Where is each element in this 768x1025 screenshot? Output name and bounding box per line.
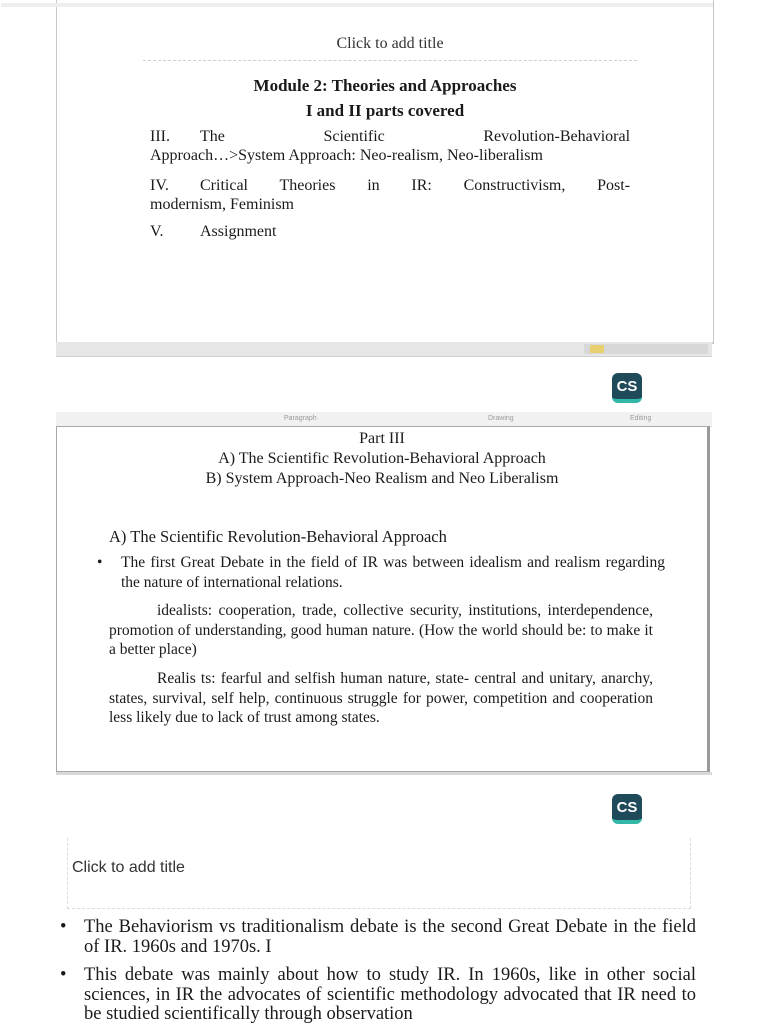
topic-b: B) System Approach-Neo Realism and Neo Liberalism <box>205 470 559 487</box>
slide-1-top-edge <box>1 3 713 7</box>
ribbon-group-paragraph[interactable]: Paragraph <box>284 415 317 422</box>
realists-paragraph: Realis ts: fearful and selfish human nature, state- central and unitary, anarchy, states, survival, self help, continuous struggle for power, competition and cooperation less likely due to lack of trust among states. <box>109 670 653 726</box>
outline-item-iii <box>150 127 630 165</box>
outline-numeral: V. <box>150 223 164 240</box>
bullet-icon: • <box>60 917 67 937</box>
title-placeholder-text: Click to add title <box>72 859 185 876</box>
debate-bullet: • The first Great Debate in the field of IR was between idealism and realism regarding the nature of international relations. <box>97 554 665 591</box>
outline-item-v: V. Assignment <box>150 223 277 240</box>
ribbon-group-editing[interactable]: Editing <box>630 415 652 422</box>
title-placeholder[interactable] <box>67 838 691 909</box>
outline-item-iv-line1: IV. Critical Theories in IR: Constructivism, Post- <box>150 177 631 194</box>
outline-numeral: III. <box>150 128 170 145</box>
zoom-control[interactable] <box>584 344 708 354</box>
part-label: Part III <box>359 430 405 447</box>
bullet-item: • This debate was mainly about how to study IR. In 1960s, like in other social sciences, in IR the advocates of scientific methodology advocated that IR need to be studied scientifically through observation <box>60 965 696 1024</box>
slide-1 <box>56 0 714 344</box>
ribbon-strip <box>56 412 712 427</box>
bullet-icon: • <box>97 554 103 571</box>
title-placeholder[interactable]: Click to add title <box>143 27 637 61</box>
slide-2 <box>56 426 710 772</box>
idealists-paragraph: idealists: cooperation, trade, collective security, institutions, interdependence, promotion of understanding, good human nature. (How the world should be: to make it a better place) <box>109 602 653 658</box>
ribbon-group-drawing[interactable]: Drawing <box>488 415 514 422</box>
module-subheading: I and II parts covered <box>305 101 465 120</box>
slide-2-bottom-edge <box>56 772 712 775</box>
camscanner-logo-icon: CS <box>612 373 642 403</box>
status-bar <box>56 342 712 357</box>
module-heading: Module 2: Theories and Approaches <box>253 76 517 95</box>
outline-item-iv-line2: modernism, Feminism <box>150 196 294 213</box>
topic-a: A) The Scientific Revolution-Behavioral Approach <box>218 450 546 467</box>
outline-item-iii-line2: Approach…>System Approach: Neo-realism, Neo-liberalism <box>150 147 543 164</box>
outline-numeral: IV. <box>150 177 169 194</box>
outline-item-iii-line1: III. The Scientific Revolution-Behavioral <box>150 128 631 145</box>
view-buttons-icon[interactable] <box>590 345 604 353</box>
outline-item-iv <box>150 176 630 214</box>
camscanner-logo-icon: CS <box>612 794 642 824</box>
bullet-icon: • <box>60 965 67 985</box>
section-heading: A) The Scientific Revolution-Behavioral Approach <box>109 527 447 546</box>
bullet-item: • The Behaviorism vs traditionalism debate is the second Great Debate in the field of IR. 1960s and 1970s. I <box>60 917 696 957</box>
